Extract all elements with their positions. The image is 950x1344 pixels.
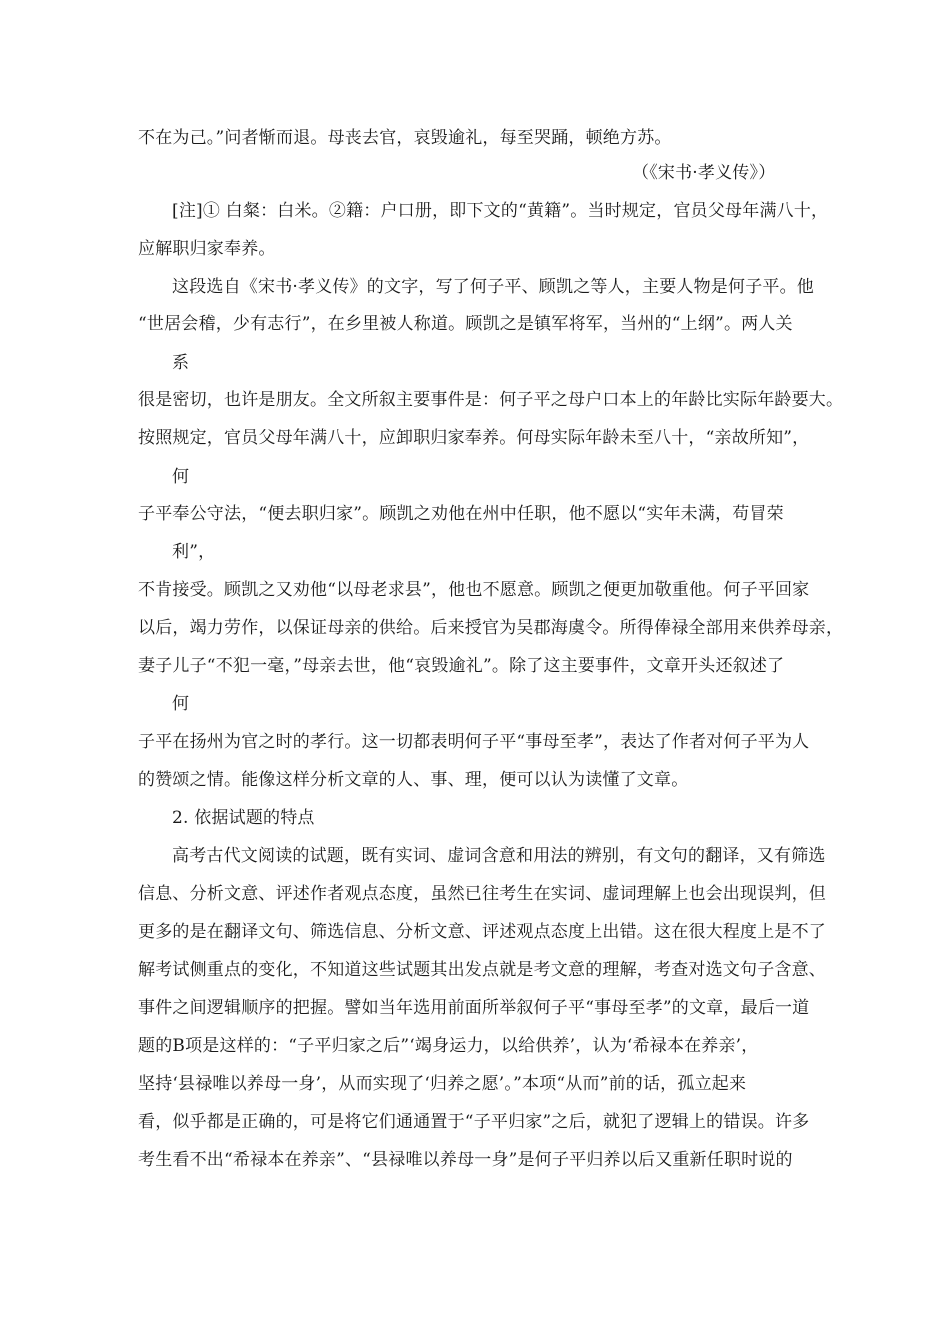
text-line: 更多的是在翻译文句、筛选信息、分析文意、评述观点态度上出错。这在很大程度上是不了 xyxy=(138,922,826,942)
text-line: 坚持‘县禄唯以养母一身’，从而实现了‘归养之愿’。”本项“从而”前的话，孤立起来 xyxy=(138,1074,747,1094)
text-line: 妻子儿子“不犯一毫，”母亲去世，他“哀毁逾礼”。除了这主要事件，文章开头还叙述了 xyxy=(138,656,785,676)
text-line: 子平在扬州为官之时的孝行。这一切都表明何子平“事母至孝”，表达了作者对何子平为人 xyxy=(138,732,810,752)
text-line: 事件之间逻辑顺序的把握。譬如当年选用前面所举叙何子平“事母至孝”的文章，最后一道 xyxy=(138,998,810,1018)
text-line: 高考古代文阅读的试题，既有实词、虚词含意和用法的辨别，有文句的翻译，又有筛选 xyxy=(172,846,826,866)
text-line: 信息、分析文意、评述作者观点态度，虽然已往考生在实词、虚词理解上也会出现误判，但 xyxy=(138,884,826,904)
text-line: 看，似乎都是正确的，可是将它们通通置于“子平归家”之后，就犯了逻辑上的错误。许多 xyxy=(138,1112,810,1132)
text-line: 不肯接受。顾凯之又劝他“以母老求县”，他也不愿意。顾凯之便更加敬重他。何子平回家 xyxy=(138,580,810,600)
section-heading: 2. 依据试题的特点 xyxy=(172,808,315,828)
text-line: 何 xyxy=(172,694,190,714)
text-line: 应解职归家奉养。 xyxy=(138,239,276,259)
text-line: 不在为己。”问者惭而退。母丧去官，哀毁逾礼，每至哭踊，顿绝方苏。 xyxy=(138,128,672,148)
text-line: 利”， xyxy=(172,542,216,562)
text-line: 以后，竭力劳作，以保证母亲的供给。后来授官为吴郡海虞令。所得俸禄全部用来供养母亲， xyxy=(138,618,844,638)
text-line: 按照规定，官员父母年满八十，应卸职归家奉养。何母实际年龄未至八十，“亲故所知”， xyxy=(138,428,810,448)
text-line: 子平奉公守法，“便去职归家”。顾凯之劝他在州中任职，他不愿以“实年未满，苟冒荣 xyxy=(138,504,784,524)
text-line: 这段选自《宋书·孝义传》的文字，写了何子平、顾凯之等人，主要人物是何子平。他 xyxy=(172,277,815,297)
text-line: 考生看不出“希禄本在养亲”、“县禄唯以养母一身”是何子平归养以后又重新任职时说的 xyxy=(138,1150,793,1170)
text-line: 解考试侧重点的变化，不知道这些试题其出发点就是考文意的理解，考查对选文句子含意、 xyxy=(138,960,826,980)
text-line: 的赞颂之情。能像这样分析文章的人、事、理，便可以认为读懂了文章。 xyxy=(138,770,689,790)
source-citation: （《宋书·孝义传》） xyxy=(632,163,776,183)
text-line: 何 xyxy=(172,467,190,487)
annotation-note: [注]① 白粲：白米。②籍：户口册，即下文的“黄籍”。当时规定，官员父母年满八十， xyxy=(172,201,829,221)
text-line: 题的B项是这样的：“子平归家之后”‘竭身运力，以给供养’，认为‘希禄本在养亲’， xyxy=(138,1036,759,1056)
text-line: 系 xyxy=(172,353,190,373)
text-line: “世居会稽，少有志行”，在乡里被人称道。顾凯之是镇军将军，当州的“上纲”。两人关 xyxy=(138,314,793,334)
text-line: 很是密切，也许是朋友。全文所叙主要事件是：何子平之母户口本上的年龄比实际年龄要大。 xyxy=(138,390,844,410)
